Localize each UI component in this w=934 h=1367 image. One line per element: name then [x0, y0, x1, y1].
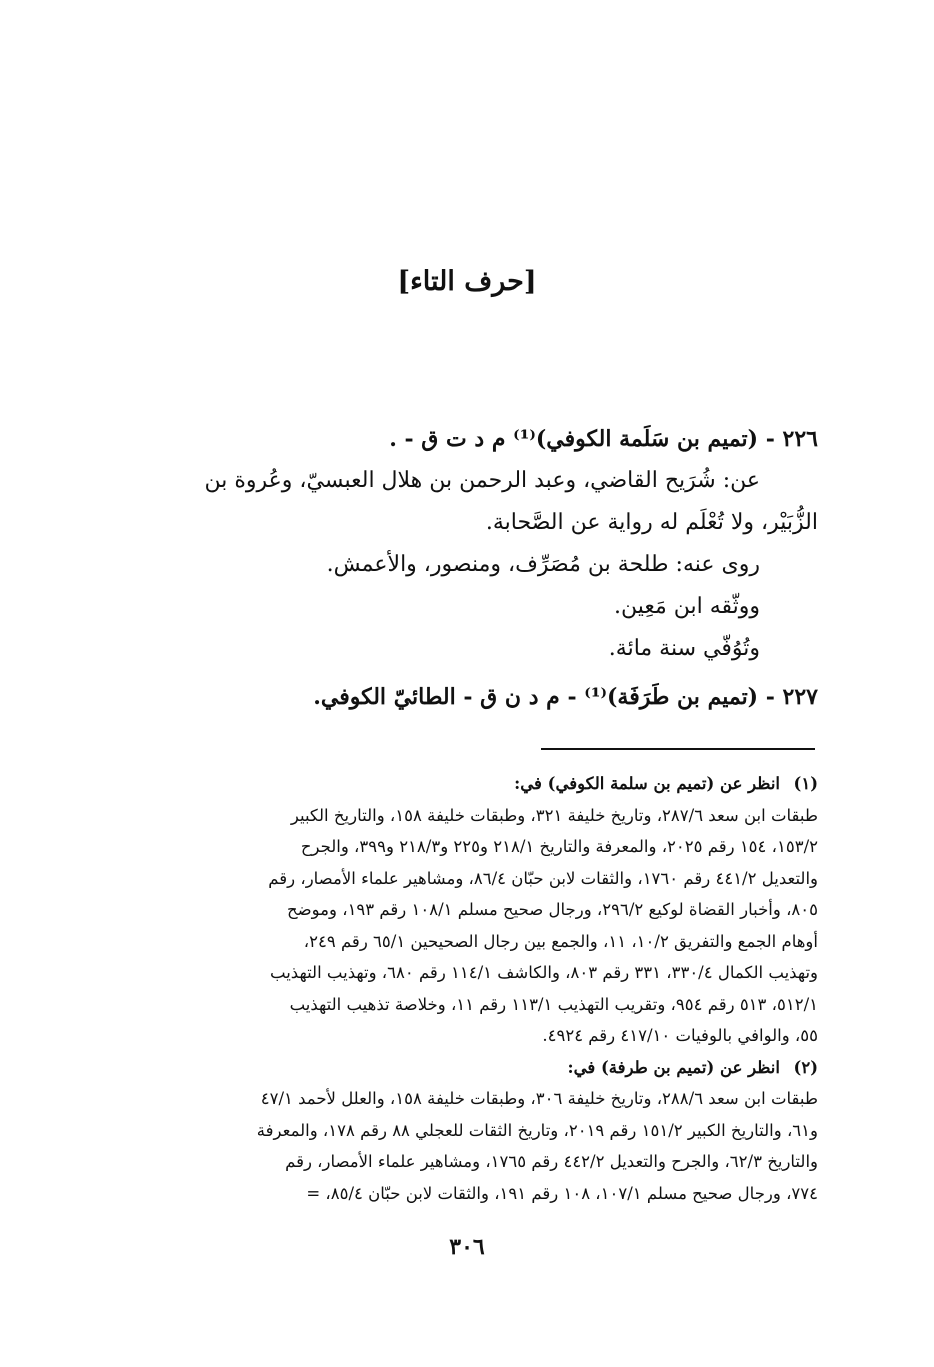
footnote-2-line: و٦١، والتاريخ الكبير ١٥١/٢ رقم ٢٠١٩، وتاريخ الثقات للعجلي ٨٨ رقم ١٧٨، والمعرفة [256, 1120, 818, 1140]
footnote-1-title: انظر عن (تميم بن سلمة الكوفي) في: [514, 774, 780, 793]
footnote-1-line: أوهام الجمع والتفريق ١٠/٢، ١١، والجمع بين رجال الصحيحين ٦٥/١ رقم ٢٤٩، [303, 931, 818, 951]
footnote-1-line: والتعديل ٤٤١/٢ رقم ١٧٦٠، والثقات لابن حبّان ٨٦/٤، ومشاهير علماء الأمصار، رقم [268, 868, 818, 888]
footnote-1-line: ٥٥، والوافي بالوفيات ٤١٧/١٠ رقم ٤٩٢٤. [542, 1026, 818, 1045]
biography-entries [118, 418, 818, 718]
entry-226-title: ٢٢٦ - (تميم بن سَلَمة الكوفي)⁽¹⁾ م د ت ق - . [389, 426, 818, 452]
footnote-1-number: (١) [793, 774, 818, 793]
footnote-1-line: طبقات ابن سعد ٢٨٧/٦، وتاريخ خليفة ٣٢١، وطبقات خليفة ١٥٨، والتاريخ الكبير [290, 805, 818, 825]
footnote-1-head [128, 768, 818, 800]
footnote-1-line: ١٥٣/٢، ١٥٤ رقم ٢٠٢٥، والمعرفة والتاريخ ٢١٨/١ و٢٢٥ و٢١٨/٣ و٣٩٩، والجرح [300, 837, 818, 856]
footnote-2-title: انظر عن (تميم بن طرفة) في: [567, 1057, 780, 1077]
footnote-2-line: طبقات ابن سعد ٢٨٨/٦، وتاريخ خليفة ٣٠٦، وطبقات خليفة ١٥٨، والعلل لأحمد ٤٧/١ [260, 1089, 818, 1108]
footnote-1-line: ٨٠٥، وأخبار القضاة لوكيع ٢٩٦/٢، ورجال صحيح مسلم ١٠٨/١ رقم ١٩٣، وموضح [287, 900, 818, 919]
entry-226-students: روى عنه: طلحة بن مُصَرِّف، ومنصور، والأعمش. [326, 552, 760, 577]
footnote-2-line: ٧٧٤، ورجال صحيح مسلم ١٠٧/١، ١٠٨ رقم ١٩١، والثقات لابن حبّان ٨٥/٤، = [306, 1183, 818, 1203]
footnote-1-line: ٥١٢/١، ٥١٣ رقم ٩٥٤، وتقريب التهذيب ١١٣/١ رقم ١١، وخلاصة تذهيب التهذيب [289, 994, 818, 1014]
entry-227-title: ٢٢٧ - (تميم بن طَرَفَة)⁽¹⁾ - م د ن ق - الطائيّ الكوفي. [313, 684, 818, 710]
section-heading: [حرف التاء] [397, 266, 537, 297]
footnote-2-head [128, 1052, 818, 1084]
footnote-1-line: وتهذيب الكمال ٣٣٠/٤، ٣٣١ رقم ٨٠٣، والكاشف ١١٤/١ رقم ٦٨٠، وتهذيب التهذيب [270, 963, 818, 982]
footnotes [128, 768, 818, 1209]
entry-226-death: وتُوُفّي سنة مائة. [608, 636, 760, 661]
footnote-2-line: والتاريخ ٦٢/٣، والجرح والتعديل ٤٤٢/٢ رقم ١٧٦٥، ومشاهير علماء الأمصار، رقم [285, 1152, 818, 1171]
footnote-2-number: (٢) [793, 1057, 818, 1077]
entry-226-teachers: عن: شُرَيح القاضي، وعبد الرحمن بن هلال العبسيّ، وعُروة بن [204, 468, 760, 493]
entry-226-trust: ووثّقه ابن مَعِين. [613, 594, 760, 619]
entry-226-teachers-cont: الزُّبَيْر، ولا تُعْلَم له رواية عن الصَّحابة. [485, 510, 818, 535]
page-number: ٣٠٦ [449, 1234, 485, 1260]
footnote-divider [541, 748, 815, 750]
